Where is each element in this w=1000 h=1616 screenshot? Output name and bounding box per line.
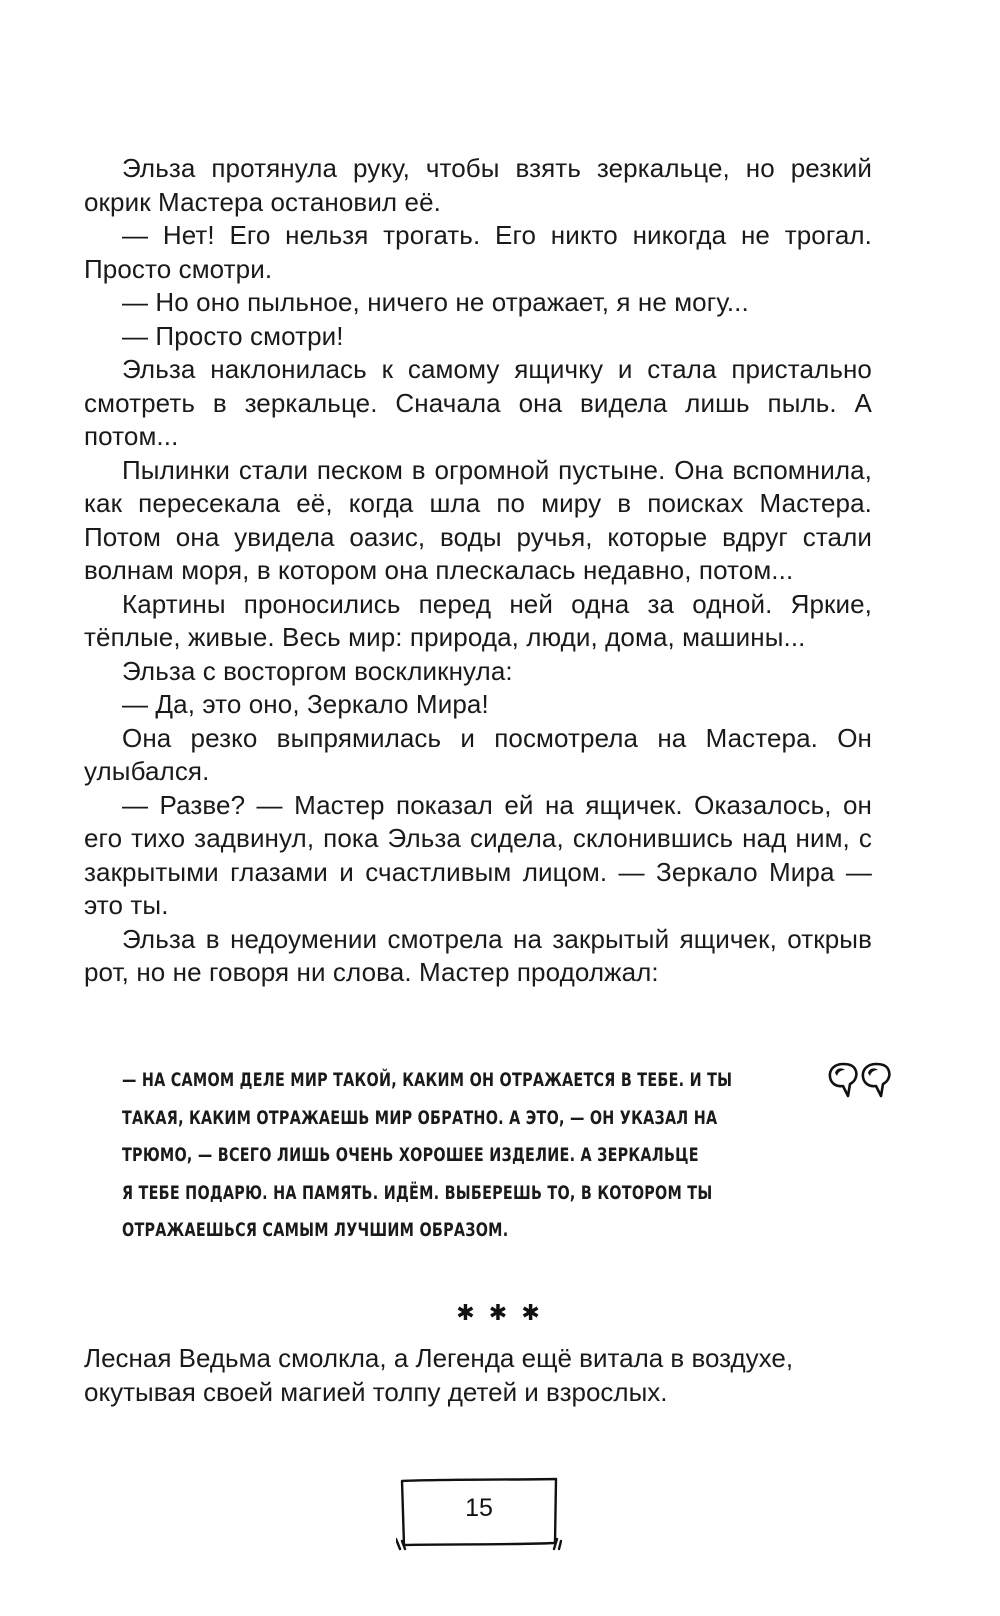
quote-block — [122, 1062, 733, 1250]
closing-text — [84, 1342, 872, 1409]
paragraph-9: — Да, это оно, Зеркало Мира! — [122, 689, 489, 719]
paragraph-3: — Но оно пыльное, ничего не отражает, я не могу... — [122, 287, 749, 317]
closing-line-1: Лесная Ведьма смолкла, а Легенда ещё витала в воздухе, — [84, 1343, 794, 1373]
closing-line-2: окутывая своей магией толпу детей и взрослых. — [84, 1376, 668, 1407]
speech-quote-icon — [826, 1060, 894, 1106]
quote-line-5: ОТРАЖАЕШЬСЯ САМЫМ ЛУЧШИМ ОБРАЗОМ. — [122, 1219, 509, 1241]
quote-line-4: Я ТЕБЕ ПОДАРЮ. НА ПАМЯТЬ. ИДЁМ. ВЫБЕРЕШЬ ТО, В КОТОРОМ ТЫ — [122, 1181, 713, 1204]
quote-line-2: ТАКАЯ, КАКИМ ОТРАЖАЕШЬ МИР ОБРАТНО. А ЭТО, — ОН УКАЗАЛ НА — [122, 1106, 718, 1129]
paragraph-2: — Нет! Его нельзя трогать. Его никто никогда не трогал. Просто смотри. — [84, 220, 872, 284]
paragraph-6: Пылинки стали песком в огромной пустыне. Она вспомнила, как пересекала её, когда шла по миру в поисках Мастера. Потом она увидела оазис, воды ручья, которые вдруг стали волнам моря, в котором она плескалась недавно, потом... — [84, 454, 872, 585]
paragraph-5: Эльза наклонилась к самому ящичку и стала пристально смотреть в зеркальце. Сначала она видела лишь пыль. А потом... — [84, 354, 872, 451]
paragraph-11: — Разве? — Мастер показал ей на ящичек. Оказалось, он его тихо задвинул, пока Эльза сидела, склонившись над ним, с закрытыми глазами и счастливым лицом. — Зеркало Мира — это ты. — [84, 789, 872, 920]
paragraph-7: Картины проносились перед ней одна за одной. Яркие, тёплые, живые. Весь мир: природа, люди, дома, машины... — [84, 588, 872, 652]
main-text — [84, 152, 872, 990]
section-divider: ✱ ✱ ✱ — [456, 1300, 544, 1325]
paragraph-1: Эльза протянула руку, чтобы взять зеркальце, но резкий окрик Мастера остановил её. — [84, 153, 872, 217]
paragraph-12: Эльза в недоумении смотрела на закрытый ящичек, открыв рот, но не говоря ни слова. Мастер продолжал: — [84, 923, 872, 987]
quote-line-1: — НА САМОМ ДЕЛЕ МИР ТАКОЙ, КАКИМ ОН ОТРАЖАЕТСЯ В ТЕБЕ. И ТЫ — [122, 1069, 733, 1091]
paragraph-4: — Просто смотри! — [122, 320, 344, 351]
page-number: 15 — [465, 1494, 493, 1522]
paragraph-10: Она резко выпрямилась и посмотрела на Мастера. Он улыбался. — [84, 722, 872, 786]
paragraph-8: Эльза с восторгом воскликнула: — [122, 655, 513, 686]
quote-line-3: ТРЮМО, — ВСЕГО ЛИШЬ ОЧЕНЬ ХОРОШЕЕ ИЗДЕЛИЕ. А ЗЕРКАЛЬЦЕ — [122, 1144, 699, 1166]
